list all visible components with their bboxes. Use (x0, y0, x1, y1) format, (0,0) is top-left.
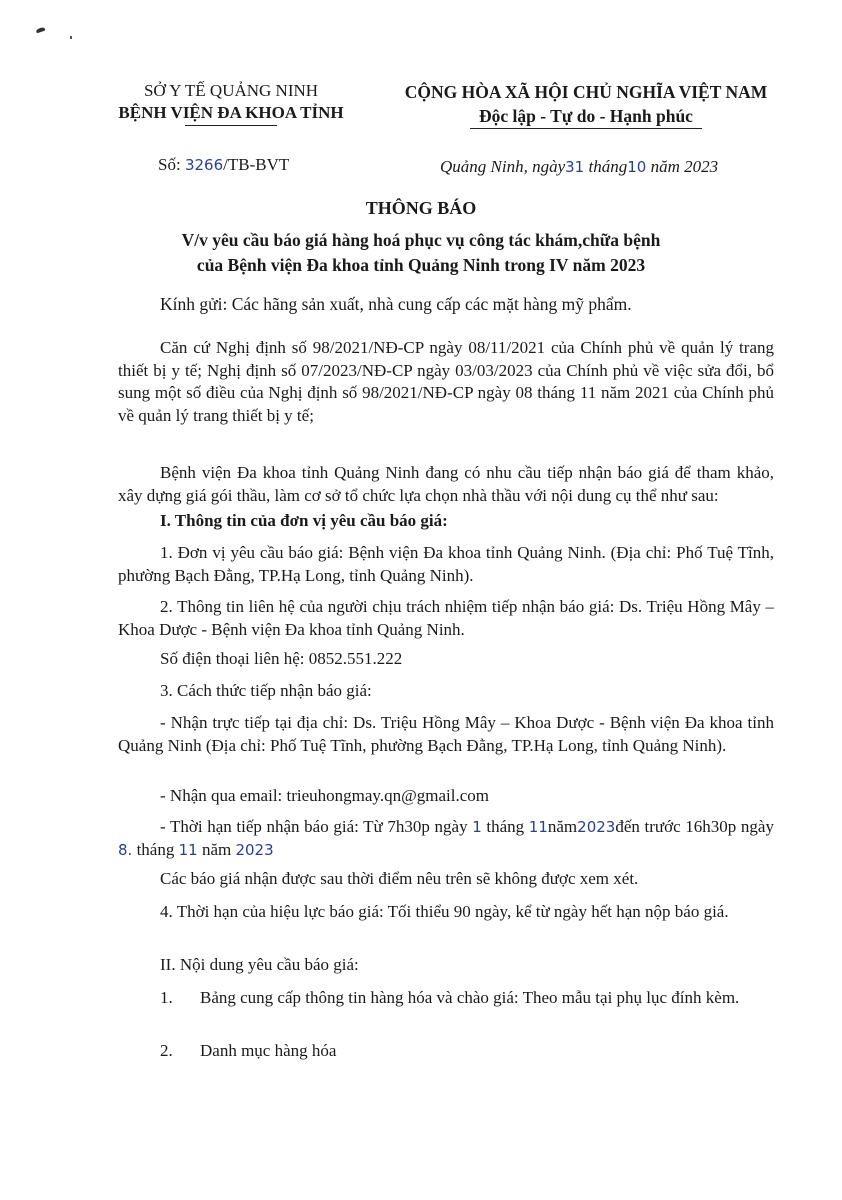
document-date: Quảng Ninh, ngày31 tháng10 năm 2023 (440, 157, 719, 176)
scan-speck (70, 36, 72, 39)
legal-basis-paragraph: Căn cứ Nghị định số 98/2021/NĐ-CP ngày 08/11/2021 của Chính phủ về quản lý trang thiết bị y tế; Nghị định số 07/2023/NĐ-CP ngày 03/03/2023 của Chính phủ về việc sửa đổi, bổ sung một số điều của Nghị định số 98/2021/NĐ-CP ngày 08 tháng 11 năm 2021 của Chính phủ về quản lý trang thiết bị y tế; (118, 338, 774, 425)
direct-delivery-line: - Nhận trực tiếp tại địa chỉ: Ds. Triệu Hồng Mây – Khoa Dược - Bệnh viện Đa khoa tỉnh Quảng Ninh (Địa chỉ: Phố Tuệ Tĩnh, phường Bạch Đằng, TP.Hạ Long, tỉnh Quảng Ninh). (118, 713, 774, 755)
late-submission-note: Các báo giá nhận được sau thời điểm nêu trên sẽ không được xem xét. (160, 869, 639, 888)
list-item: 1. Bảng cung cấp thông tin hàng hóa và chào giá: Theo mẫu tại phụ lục đính kèm. (160, 988, 740, 1007)
document-subject-line2: của Bệnh viện Đa khoa tỉnh Quảng Ninh trong IV năm 2023 (196, 255, 646, 275)
org-parent: SỞ Y TẾ QUẢNG NINH (143, 81, 319, 100)
contact-person-item: 2. Thông tin liên hệ của người chịu trách nhiệm tiếp nhận báo giá: Ds. Triệu Hồng Mây – Khoa Dược - Bệnh viện Đa khoa tỉnh Quảng Ninh. (118, 597, 774, 639)
motto: Độc lập - Tự do - Hạnh phúc (479, 106, 693, 126)
section-heading-1: I. Thông tin của đơn vị yêu cầu báo giá: (160, 511, 448, 530)
org-name: BỆNH VIỆN ĐA KHOA TỈNH (118, 103, 344, 122)
national-motto (388, 80, 784, 129)
email-line: - Nhận qua email: trieuhongmay.qn@gmail.com (160, 786, 489, 805)
handwritten-day: 31 (565, 158, 585, 176)
scan-speck (36, 27, 46, 34)
document-number: Số: 3266/TB-BVT (158, 155, 290, 174)
nation-name: CỘNG HÒA XÃ HỘI CHỦ NGHĨA VIỆT NAM (404, 82, 768, 102)
document-title: THÔNG BÁO (365, 198, 477, 218)
document-subject-line1: V/v yêu cầu báo giá hàng hoá phục vụ công tác khám,chữa bệnh (181, 230, 661, 250)
phone-line: Số điện thoại liên hệ: 0852.551.222 (160, 649, 403, 668)
motto-underline (470, 128, 702, 129)
issuing-organization (100, 80, 362, 126)
section-heading-2: II. Nội dung yêu cầu báo giá: (160, 955, 359, 974)
validity-item: 4. Thời hạn của hiệu lực báo giá: Tối thiểu 90 ngày, kể từ ngày hết hạn nộp báo giá. (160, 902, 729, 921)
recipient-line: Kính gửi: Các hãng sản xuất, nhà cung cấp các mặt hàng mỹ phẩm. (160, 294, 632, 314)
list-item: 2. Danh mục hàng hóa (160, 1041, 337, 1060)
requesting-unit-item: 1. Đơn vị yêu cầu báo giá: Bệnh viện Đa khoa tỉnh Quảng Ninh. (Địa chỉ: Phố Tuệ Tĩnh, phường Bạch Đằng, TP.Hạ Long, tỉnh Quảng Ninh). (118, 543, 774, 585)
handwritten-number: 3266 (184, 156, 224, 174)
purpose-paragraph: Bệnh viện Đa khoa tỉnh Quảng Ninh đang có nhu cầu tiếp nhận báo giá để tham khảo, xây dựng giá gói thầu, làm cơ sở tổ chức lựa chọn nhà thầu với nội dung cụ thể như sau: (118, 463, 774, 505)
org-underline (185, 125, 277, 126)
receipt-method-item: 3. Cách thức tiếp nhận báo giá: (160, 681, 372, 700)
deadline-line: - Thời hạn tiếp nhận báo giá: Từ 7h30p ngày 1 tháng 11năm2023đến trước 16h30p ngày 8. tháng 11 năm 2023 (118, 817, 774, 859)
handwritten-month: 10 (627, 158, 647, 176)
